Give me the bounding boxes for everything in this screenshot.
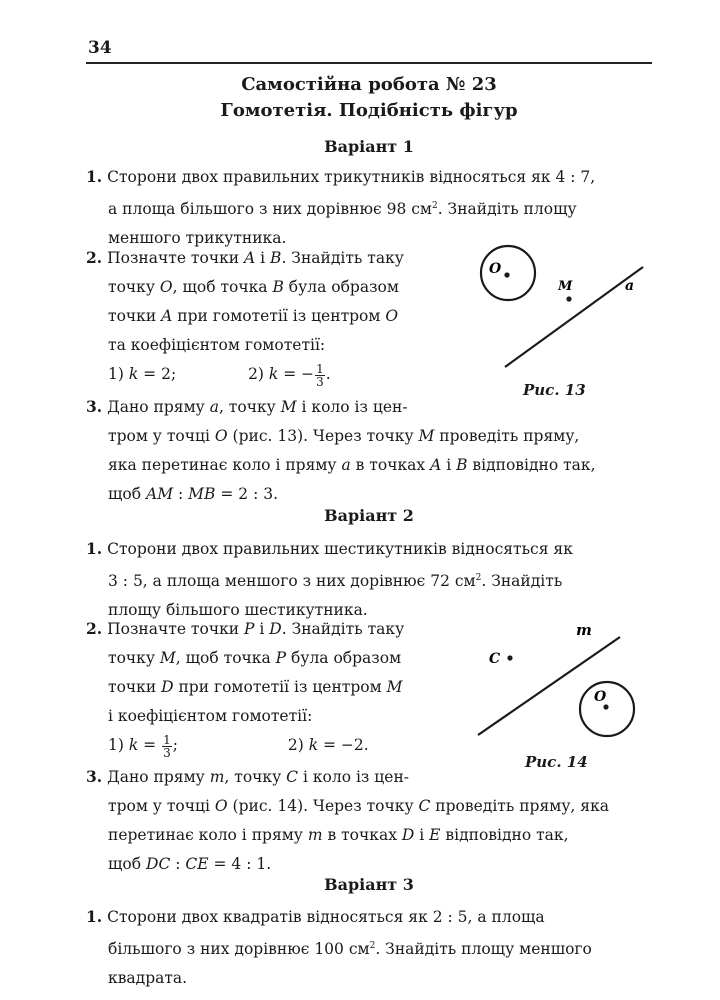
task-number: 1. (86, 907, 103, 926)
v2-task-1 (86, 534, 652, 625)
var: M (159, 649, 176, 667)
text: була образом (283, 278, 399, 296)
var: k (128, 365, 139, 383)
task-number: 3. (86, 397, 103, 416)
text: ; (172, 736, 178, 754)
var: M (280, 398, 297, 416)
var: k (128, 736, 139, 754)
text: (рис. 13). Через точку (227, 427, 419, 445)
var: C (286, 768, 299, 786)
text: = (138, 736, 162, 754)
text: була образом (286, 649, 402, 667)
var: A (244, 249, 256, 267)
header-rule (86, 62, 652, 64)
var: MB (188, 485, 216, 503)
text-line: Сторони двох квадратів відносяться як 2 : 5, а площа (107, 908, 545, 926)
page-title: Самостійна робота № 23 (241, 74, 497, 95)
case-label: 1) (108, 736, 129, 754)
text-line: . Знайдіть площу (437, 200, 577, 218)
var: m (307, 826, 323, 844)
v2-task-2 (86, 614, 456, 765)
text: Дано пряму (107, 398, 210, 416)
text-line: та коефіцієнтом гомотетії: (108, 336, 326, 354)
var: P (275, 649, 287, 667)
text-line: більшого з них дорівнює 100 см (108, 940, 370, 958)
text: . Знайдіть таку (281, 620, 405, 638)
text: , точку (218, 398, 281, 416)
task-number: 2. (86, 248, 103, 267)
text-line: і коефіцієнтом гомотетії: (108, 707, 313, 725)
numerator: 1 (163, 732, 171, 747)
task-number: 1. (86, 539, 103, 558)
var: C (418, 797, 431, 815)
task-number: 3. (86, 767, 103, 786)
text: перетинає коло і пряму (108, 826, 308, 844)
text: щоб (108, 855, 147, 873)
case-label: 1) (108, 365, 129, 383)
text: тром у точці (108, 797, 215, 815)
v3-task-1 (86, 902, 652, 993)
label-m: M (558, 279, 573, 294)
var: B (270, 249, 282, 267)
var: P (244, 620, 255, 638)
label-a: a (625, 278, 635, 294)
text-line: а площа більшого з них дорівнює 98 см (108, 200, 432, 218)
text-line: меншого трикутника. (108, 229, 287, 247)
v1-task-1 (86, 162, 652, 253)
text: і (255, 249, 271, 267)
text: = 4 : 1. (208, 855, 272, 873)
var: D (161, 678, 174, 696)
text: . Знайдіть таку (281, 249, 404, 267)
text: = −2. (318, 736, 369, 754)
text: Дано пряму (107, 768, 210, 786)
point-c (507, 655, 512, 660)
text: . (325, 365, 331, 383)
fraction (315, 363, 325, 388)
var: DC (146, 855, 171, 873)
var: D (401, 826, 415, 844)
text: : (173, 485, 189, 503)
text: Позначте точки (107, 620, 245, 638)
text: і коло із цен- (296, 398, 408, 416)
text: точку (108, 278, 160, 296)
text: проведіть пряму, (434, 427, 580, 445)
numerator: 1 (316, 361, 324, 376)
label-o: O (489, 261, 502, 277)
case-label: 2) (248, 365, 269, 383)
var: A (430, 456, 442, 474)
variant-1-heading: Варіант 1 (324, 137, 414, 156)
text: відповідно так, (467, 456, 596, 474)
var: O (159, 278, 173, 296)
task-number: 2. (86, 619, 103, 638)
case-label: 2) (287, 736, 309, 754)
text-line: Сторони двох правильних шестикутників відносяться як (107, 540, 573, 558)
var: CE (185, 855, 209, 873)
text: Позначте точки (107, 249, 245, 267)
text-line: квадрата. (108, 969, 188, 987)
center-point-o (603, 704, 608, 709)
figure-14-caption: Рис. 14 (525, 753, 588, 771)
denominator: 3 (163, 745, 171, 760)
v2-task-3 (86, 762, 652, 879)
text: точки (108, 678, 162, 696)
var: a (341, 456, 351, 474)
var: k (308, 736, 319, 754)
text: в точках (322, 826, 402, 844)
text-line: Сторони двох правильних трикутників відносяться як 4 : 7, (107, 168, 596, 186)
text: яка перетинає коло і пряму (108, 456, 342, 474)
text: = 2 : 3. (215, 485, 279, 503)
var: D (269, 620, 282, 638)
superscript: 2 (431, 201, 438, 211)
label-m: m (576, 621, 592, 639)
var: E (429, 826, 441, 844)
text: при гомотетії із центром (172, 307, 386, 325)
text: : (170, 855, 186, 873)
text: проведіть пряму, яка (430, 797, 609, 815)
center-point-o (504, 272, 509, 277)
variant-3-heading: Варіант 3 (324, 875, 414, 894)
var: M (418, 427, 435, 445)
var: M (386, 678, 403, 696)
text: = 2; (138, 365, 177, 383)
var: AM (146, 485, 174, 503)
denominator: 3 (316, 374, 324, 389)
var: B (272, 278, 284, 296)
superscript: 2 (369, 941, 376, 951)
text: точку (108, 649, 160, 667)
var: O (214, 797, 228, 815)
superscript: 2 (475, 573, 482, 583)
text-line: площу більшого шестикутника. (108, 601, 368, 619)
text: = − (278, 365, 315, 383)
text: в точках (350, 456, 431, 474)
text-line: . Знайдіть (481, 572, 563, 590)
label-c: C (489, 651, 501, 667)
var: O (385, 307, 399, 325)
var: a (209, 398, 219, 416)
variant-2-heading: Варіант 2 (324, 506, 414, 525)
figure-13-caption: Рис. 13 (523, 381, 586, 399)
fraction (162, 734, 172, 759)
text: щоб (108, 485, 147, 503)
point-m (566, 296, 571, 301)
task-number: 1. (86, 167, 103, 186)
figure-13 (465, 245, 655, 375)
text: при гомотетії із центром (173, 678, 387, 696)
var: m (209, 768, 225, 786)
text: тром у точці (108, 427, 215, 445)
text: , точку (224, 768, 287, 786)
text: і коло із цен- (298, 768, 410, 786)
text: і (414, 826, 430, 844)
text-line: . Знайдіть площу меншого (375, 940, 592, 958)
line-a (505, 267, 643, 367)
page-subtitle: Гомотетія. Подібність фігур (220, 100, 518, 121)
var: B (456, 456, 468, 474)
var: k (268, 365, 279, 383)
text: точки (108, 307, 162, 325)
label-o: O (594, 689, 607, 705)
page-number: 34 (88, 38, 112, 58)
var: A (161, 307, 173, 325)
v1-task-2 (86, 243, 456, 394)
text: , щоб точка (172, 278, 273, 296)
figure-14 (470, 615, 660, 745)
text: , щоб точка (175, 649, 276, 667)
text: і (254, 620, 270, 638)
text: і (441, 456, 457, 474)
var: O (214, 427, 228, 445)
v1-task-3 (86, 392, 652, 509)
text: відповідно так, (440, 826, 569, 844)
text-line: 3 : 5, а площа меншого з них дорівнює 72 см (108, 572, 476, 590)
text: (рис. 14). Через точку (227, 797, 419, 815)
